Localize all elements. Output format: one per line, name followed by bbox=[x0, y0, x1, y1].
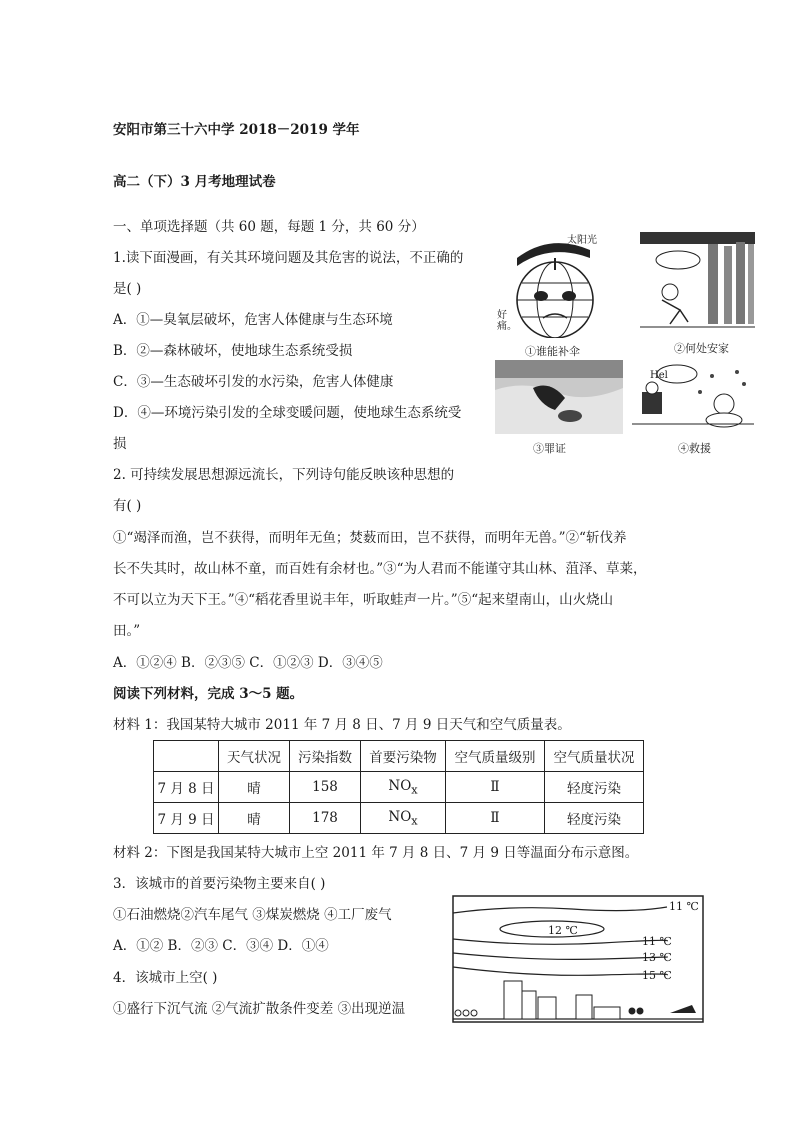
table-header-cell: 天气状况 bbox=[219, 741, 290, 772]
table-cell: Ⅱ bbox=[446, 803, 545, 834]
q1-option-b: B．②—森林破坏，使地球生态系统受损 bbox=[113, 343, 353, 359]
table-row bbox=[154, 803, 644, 834]
material-2: 材料 2：下图是我国某特大城市上空 2011 年 7 月 8 日、7 月 9 日等温面分布示意图。 bbox=[113, 845, 639, 861]
q1-stem-line2: 是( ) bbox=[113, 281, 142, 297]
q2-options: A．①②④ B．②③⑤ C．①②③ D．③④⑤ bbox=[113, 655, 383, 671]
q2-body-line4: 田。” bbox=[113, 623, 141, 639]
table-header-cell: 空气质量状况 bbox=[545, 741, 644, 772]
pollutant-subscript: x bbox=[411, 783, 418, 797]
cartoon-4-caption: ④救援 bbox=[678, 442, 711, 455]
table-header-row bbox=[154, 741, 644, 772]
table-cell: 晴 bbox=[219, 803, 290, 834]
q1-option-c: C．③—生态破坏引发的水污染，危害人体健康 bbox=[113, 374, 394, 390]
air-quality-table bbox=[153, 740, 644, 834]
pollutant-text: NO bbox=[388, 808, 412, 825]
table-header-cell: 污染指数 bbox=[290, 741, 361, 772]
table-header-cell: 首要污染物 bbox=[361, 741, 446, 772]
polluted-water-icon bbox=[495, 360, 623, 434]
isotherm-diagram bbox=[452, 895, 704, 1023]
q1-stem-line1: 1.读下面漫画，有关其环境问题及其危害的说法，不正确的 bbox=[113, 250, 464, 266]
table-header-cell: 空气质量级别 bbox=[446, 741, 545, 772]
cartoon-pain-label: 好痛。 bbox=[497, 310, 517, 332]
table-cell-pollutant bbox=[361, 803, 446, 834]
cartoon-2-caption: ②何处安家 bbox=[674, 342, 729, 355]
table-header-cell bbox=[154, 741, 219, 772]
table-cell: Ⅱ bbox=[446, 772, 545, 803]
q1-option-d-line2: 损 bbox=[113, 436, 127, 452]
table-cell: 7 月 9 日 bbox=[154, 803, 219, 834]
cartoon-help-label: Hel bbox=[650, 370, 668, 381]
q4-choices: ①盛行下沉气流 ②气流扩散条件变差 ③出现逆温 bbox=[113, 1001, 406, 1017]
table-cell: 178 bbox=[290, 803, 361, 834]
q3-choices: ①石油燃烧②汽车尾气 ③煤炭燃烧 ④工厂废气 bbox=[113, 907, 392, 923]
section-title: 一、单项选择题（共 60 题，每题 1 分，共 60 分） bbox=[113, 219, 425, 235]
cartoon-melting bbox=[632, 362, 754, 460]
q2-body-line2: 长不失其时，故山林不童，而百姓有余材也。”③“为人君而不能谨守其山林、菹泽、草莱， bbox=[113, 561, 647, 577]
isotherm-label: 11 ℃ bbox=[642, 935, 672, 948]
cartoon-1-caption: ①谁能补伞 bbox=[525, 345, 580, 358]
reading-instruction: 阅读下列材料，完成 3～5 题。 bbox=[113, 686, 304, 702]
isotherm-label: 13 ℃ bbox=[642, 951, 672, 964]
isotherm-label: 15 ℃ bbox=[642, 969, 672, 982]
q3-options: A．①② B．②③ C．③④ D．①④ bbox=[113, 938, 329, 954]
q4-stem: 4．该城市上空( ) bbox=[113, 970, 218, 986]
tree-stumps-icon bbox=[640, 232, 755, 332]
q2-stem-line2: 有( ) bbox=[113, 498, 142, 514]
school-title: 安阳市第三十六中学 2018－2019 学年 bbox=[113, 122, 360, 138]
q3-stem: 3．该城市的首要污染物主要来自( ) bbox=[113, 876, 326, 892]
q1-option-d-line1: D．④—环境污染引发的全球变暖问题，使地球生态系统受 bbox=[113, 405, 462, 421]
q2-body-line1: ①“竭泽而渔，岂不获得，而明年无鱼；焚薮而田，岂不获得，而明年无兽。”②“斩伐养 bbox=[113, 530, 627, 546]
exam-title: 高二（下）3 月考地理试卷 bbox=[113, 174, 276, 190]
cartoon-sun-label: 太阳光 bbox=[567, 235, 597, 246]
q2-stem-line1: 2. 可持续发展思想源远流长，下列诗句能反映该种思想的 bbox=[113, 467, 455, 483]
cartoon-water bbox=[495, 360, 623, 460]
q2-body-line3: 不可以立为天下王。”④“稻花香里说丰年，听取蛙声一片。”⑤“起来望南山，山火烧山 bbox=[113, 592, 614, 608]
table-cell: 轻度污染 bbox=[545, 772, 644, 803]
cartoon-forest bbox=[640, 232, 755, 356]
q1-option-a: A．①—臭氧层破坏，危害人体健康与生态环境 bbox=[113, 312, 393, 328]
table-cell: 7 月 8 日 bbox=[154, 772, 219, 803]
material-1: 材料 1：我国某特大城市 2011 年 7 月 8 日、7 月 9 日天气和空气质量表。 bbox=[113, 717, 571, 733]
pollutant-subscript: x bbox=[411, 814, 418, 828]
isotherm-label: 11 ℃ bbox=[669, 900, 699, 913]
table-cell: 158 bbox=[290, 772, 361, 803]
cartoon-ozone bbox=[495, 228, 620, 356]
cartoon-3-caption: ③罪证 bbox=[533, 442, 566, 455]
table-cell-pollutant bbox=[361, 772, 446, 803]
table-cell: 晴 bbox=[219, 772, 290, 803]
table-row bbox=[154, 772, 644, 803]
pollutant-text: NO bbox=[388, 777, 412, 794]
table-cell: 轻度污染 bbox=[545, 803, 644, 834]
isotherm-label: 12 ℃ bbox=[548, 924, 578, 937]
